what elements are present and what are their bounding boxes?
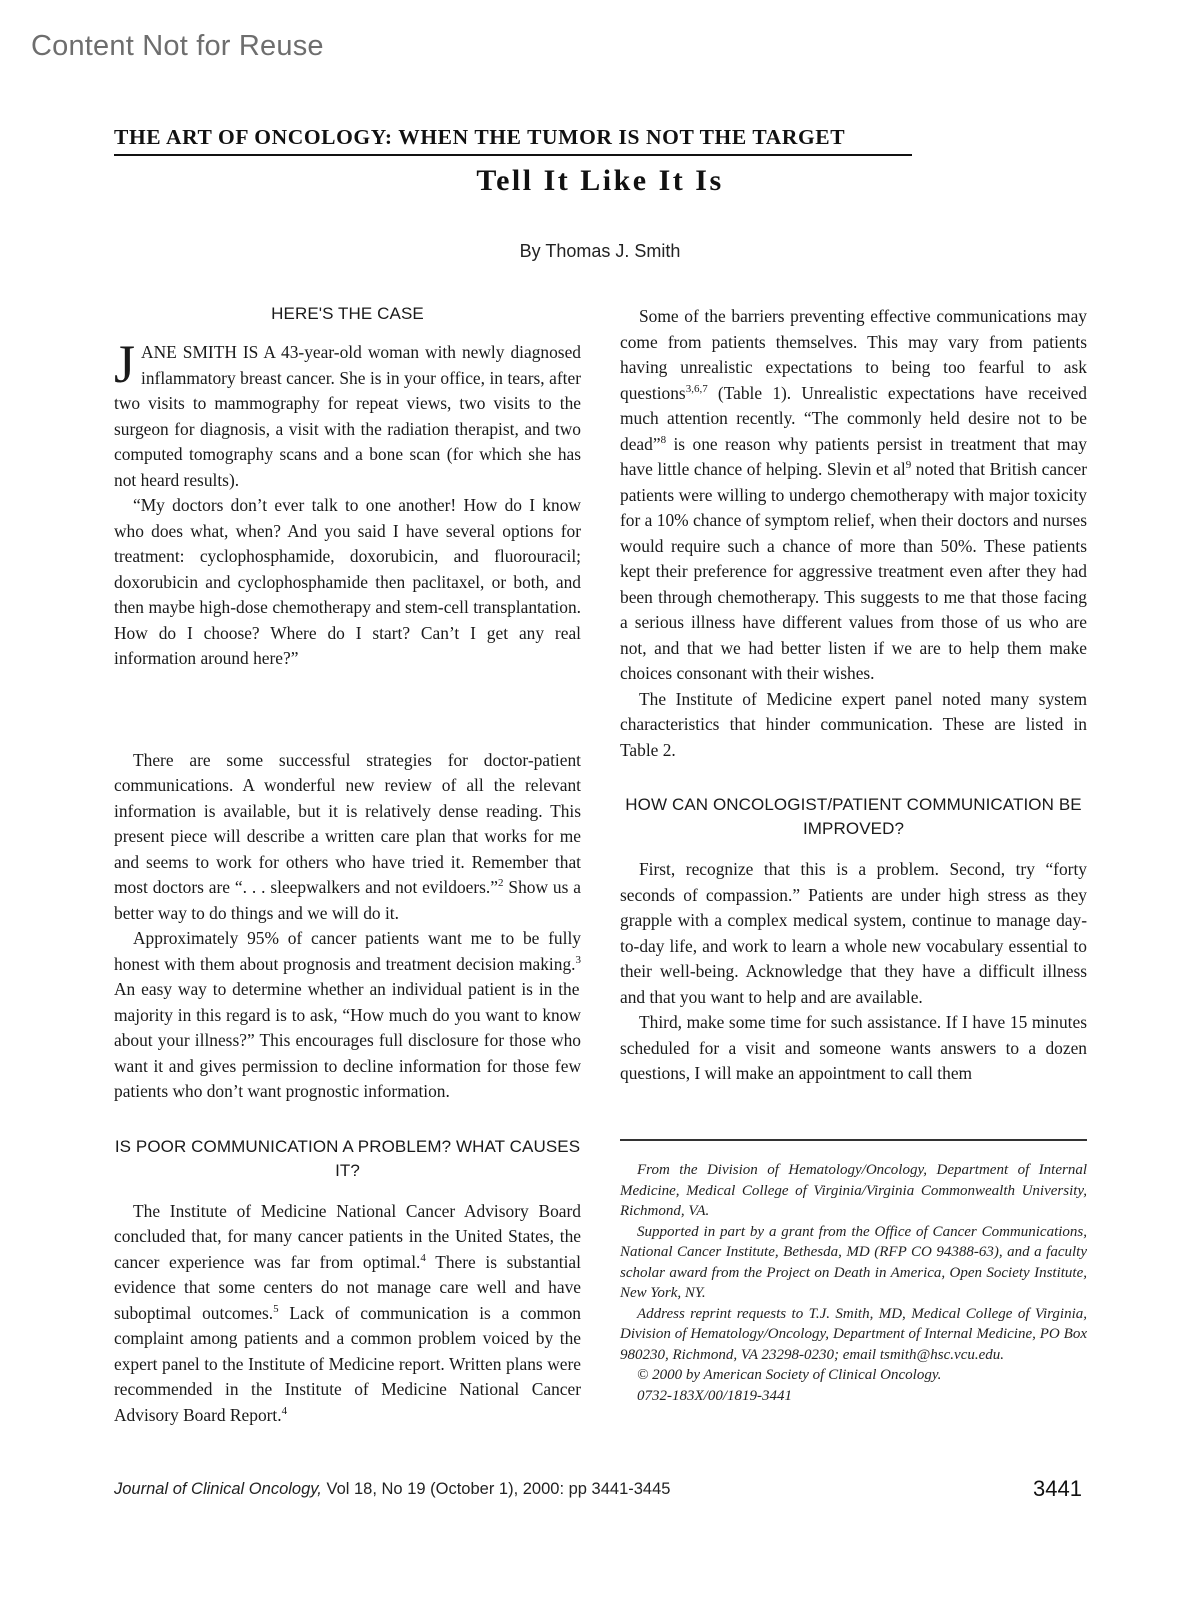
barriers-text-b: (Table 1). Unrealistic expectations have received much attention recently. “The commonly held desire not to be dead” xyxy=(620,382,1087,454)
case-quote-paragraph: “My doctors don’t ever talk to one another! How do I know who does what, when? And you said I have several options for treatment: cyclophosphamide, doxorubicin, and fluorouracil; doxorubicin and cyclophosphamide then paclitaxel, or both, and then maybe high-dose chemotherapy and stem-cell transplantation. How do I choose? Where do I start? Can’t I get any real information around here?” xyxy=(114,495,581,668)
barriers-paragraph xyxy=(620,304,1087,687)
barriers-text-a: Some of the barriers preventing effective communications may come from patients themselves. This may vary from patients having unrealistic expectations to being too fearful to ask questions xyxy=(620,306,1087,403)
reference-marker: 4 xyxy=(420,1251,426,1264)
first-paragraph: First, recognize that this is a problem. Second, try “forty seconds of compassion.” Patients are under high stress as they grapple with a complex medical system, continue to manage day-to-day life, and work to learn a whole new vocabulary essential to their well-being. Acknowledge that they have a difficult illness and that you want to help and are available. xyxy=(620,859,1087,1007)
heading-poor-communication: IS POOR COMMUNICATION A PROBLEM? WHAT CAUSES IT? xyxy=(114,1136,581,1180)
reference-marker: 3,6,7 xyxy=(685,382,708,395)
page-number: 3441 xyxy=(1033,1476,1082,1501)
reference-marker: 3 xyxy=(575,953,581,966)
footer-citation xyxy=(114,1480,670,1499)
section-header: THE ART OF ONCOLOGY: WHEN THE TUMOR IS NOT THE TARGET xyxy=(114,125,912,156)
footnote-affiliation: From the Division of Hematology/Oncology, Department of Internal Medicine, Medical College of Virginia/Virginia Commonwealth University, Richmond, VA. xyxy=(620,1162,1087,1219)
footnote-support: Supported in part by a grant from the Office of Cancer Communications, National Cancer Institute, Bethesda, MD (RFP CO 94388-63), and a faculty scholar award from the Project on Death in America, Open Society Institute, New York, NY. xyxy=(620,1223,1087,1301)
iom-paragraph xyxy=(114,1199,581,1429)
left-column xyxy=(114,302,581,1428)
strategies-tail: Show us a better way to do things and we will do it. xyxy=(114,877,581,923)
article-title: Tell It Like It Is xyxy=(476,164,724,197)
iom-text-b: There is substantial evidence that some centers do not manage care well and have suboptimal outcomes. xyxy=(114,1251,581,1323)
percent-text-a: Approximately 95% of cancer patients want me to be fully honest with them about prognosis and treatment decision making. xyxy=(114,928,581,974)
footnote-copyright: © 2000 by American Society of Clinical Oncology. xyxy=(637,1367,942,1383)
reference-marker: 8 xyxy=(660,433,667,446)
case-first-text: ANE SMITH IS A 43-year-old woman with newly diagnosed inflammatory breast cancer. She is in your office, in tears, after two visits to mammography for repeat views, two visits to the surgeon for diagnosis, a visit with the radiation therapist, and two computed tomography scans and a bone scan (for which she has not heard results). xyxy=(114,342,581,490)
footnote-issn: 0732-183X/00/1819-3441 xyxy=(637,1387,792,1404)
reference-marker: 5 xyxy=(273,1302,279,1315)
watermark: Content Not for Reuse xyxy=(31,30,324,62)
strategies-text: There are some successful strategies for doctor-patient communications. A wonderful new review of all the relevant information is available, but it is relatively dense reading. This present piece will describe a written care plan that works for me and seems to work for others who have tried it. Remember that most doctors are “. . . sleepwalkers and not evildoers.” xyxy=(114,749,581,897)
case-first-paragraph xyxy=(114,334,581,493)
panel-paragraph: The Institute of Medicine expert panel noted many system characteristics that hinder communication. These are listed in Table 2. xyxy=(620,688,1087,760)
journal-name: Journal of Clinical Oncology, xyxy=(114,1480,322,1498)
footnotes xyxy=(620,1160,1087,1406)
footnote-divider xyxy=(620,1139,1087,1141)
percent-text-b: An easy way to determine whether an individual patient is in the majority in this regard is to ask, “How much do you want to know about your illness?” This encourages full disclosure for those who want it and gives permission to decline information for those few patients who don’t want prognostic information. xyxy=(114,979,581,1101)
barriers-text-c: is one reason why patients persist in treatment that may have little chance of helping. Slevin et al xyxy=(620,433,1087,479)
strategies-paragraph xyxy=(114,748,581,927)
iom-text-c: Lack of communication is a common complaint among patients and a common problem voiced by the expert panel to the Institute of Medicine report. Written plans were recommended in the Institute of Medicine National Cancer Advisory Board Report. xyxy=(114,1302,581,1425)
right-column xyxy=(620,304,1087,1087)
citation-details: Vol 18, No 19 (October 1), 2000: pp 3441-3445 xyxy=(321,1480,671,1498)
barriers-text-d: noted that British cancer patients were willing to undergo chemotherapy with major toxicity for a 10% chance of symptom relief, when their doctors and nurses would require such a chance of more than 50%. These patients kept their preference for aggressive treatment even after they had been through chemotherapy. This suggests to me that those facing a serious illness have different values from those of us who are not, and that we had better listen if we are to help them make choices consonant with their wishes. xyxy=(620,459,1087,683)
third-paragraph: Third, make some time for such assistance. If I have 15 minutes scheduled for a visit and someone wants answers to a dozen questions, I will make an appointment to call them xyxy=(620,1012,1087,1083)
heading-how-improved: HOW CAN ONCOLOGIST/PATIENT COMMUNICATION BE IMPROVED? xyxy=(625,795,1082,838)
reference-marker: 2 xyxy=(498,877,504,890)
percent-paragraph xyxy=(114,926,581,1105)
heading-case: HERE'S THE CASE xyxy=(271,304,424,323)
drop-cap: J xyxy=(114,334,136,394)
reference-marker: 9 xyxy=(905,459,912,472)
iom-text-a: The Institute of Medicine National Cancer Advisory Board concluded that, for many cancer patients in the United States, the cancer experience was far from optimal. xyxy=(114,1200,581,1272)
byline: By Thomas J. Smith xyxy=(519,241,681,261)
footnote-reprints: Address reprint requests to T.J. Smith, MD, Medical College of Virginia, Division of Hematology/Oncology, Department of Internal Medicine, PO Box 980230, Richmond, VA 23298-0230; email tsmith@hsc.vcu.edu. xyxy=(620,1305,1087,1363)
reference-marker: 4 xyxy=(281,1404,288,1417)
